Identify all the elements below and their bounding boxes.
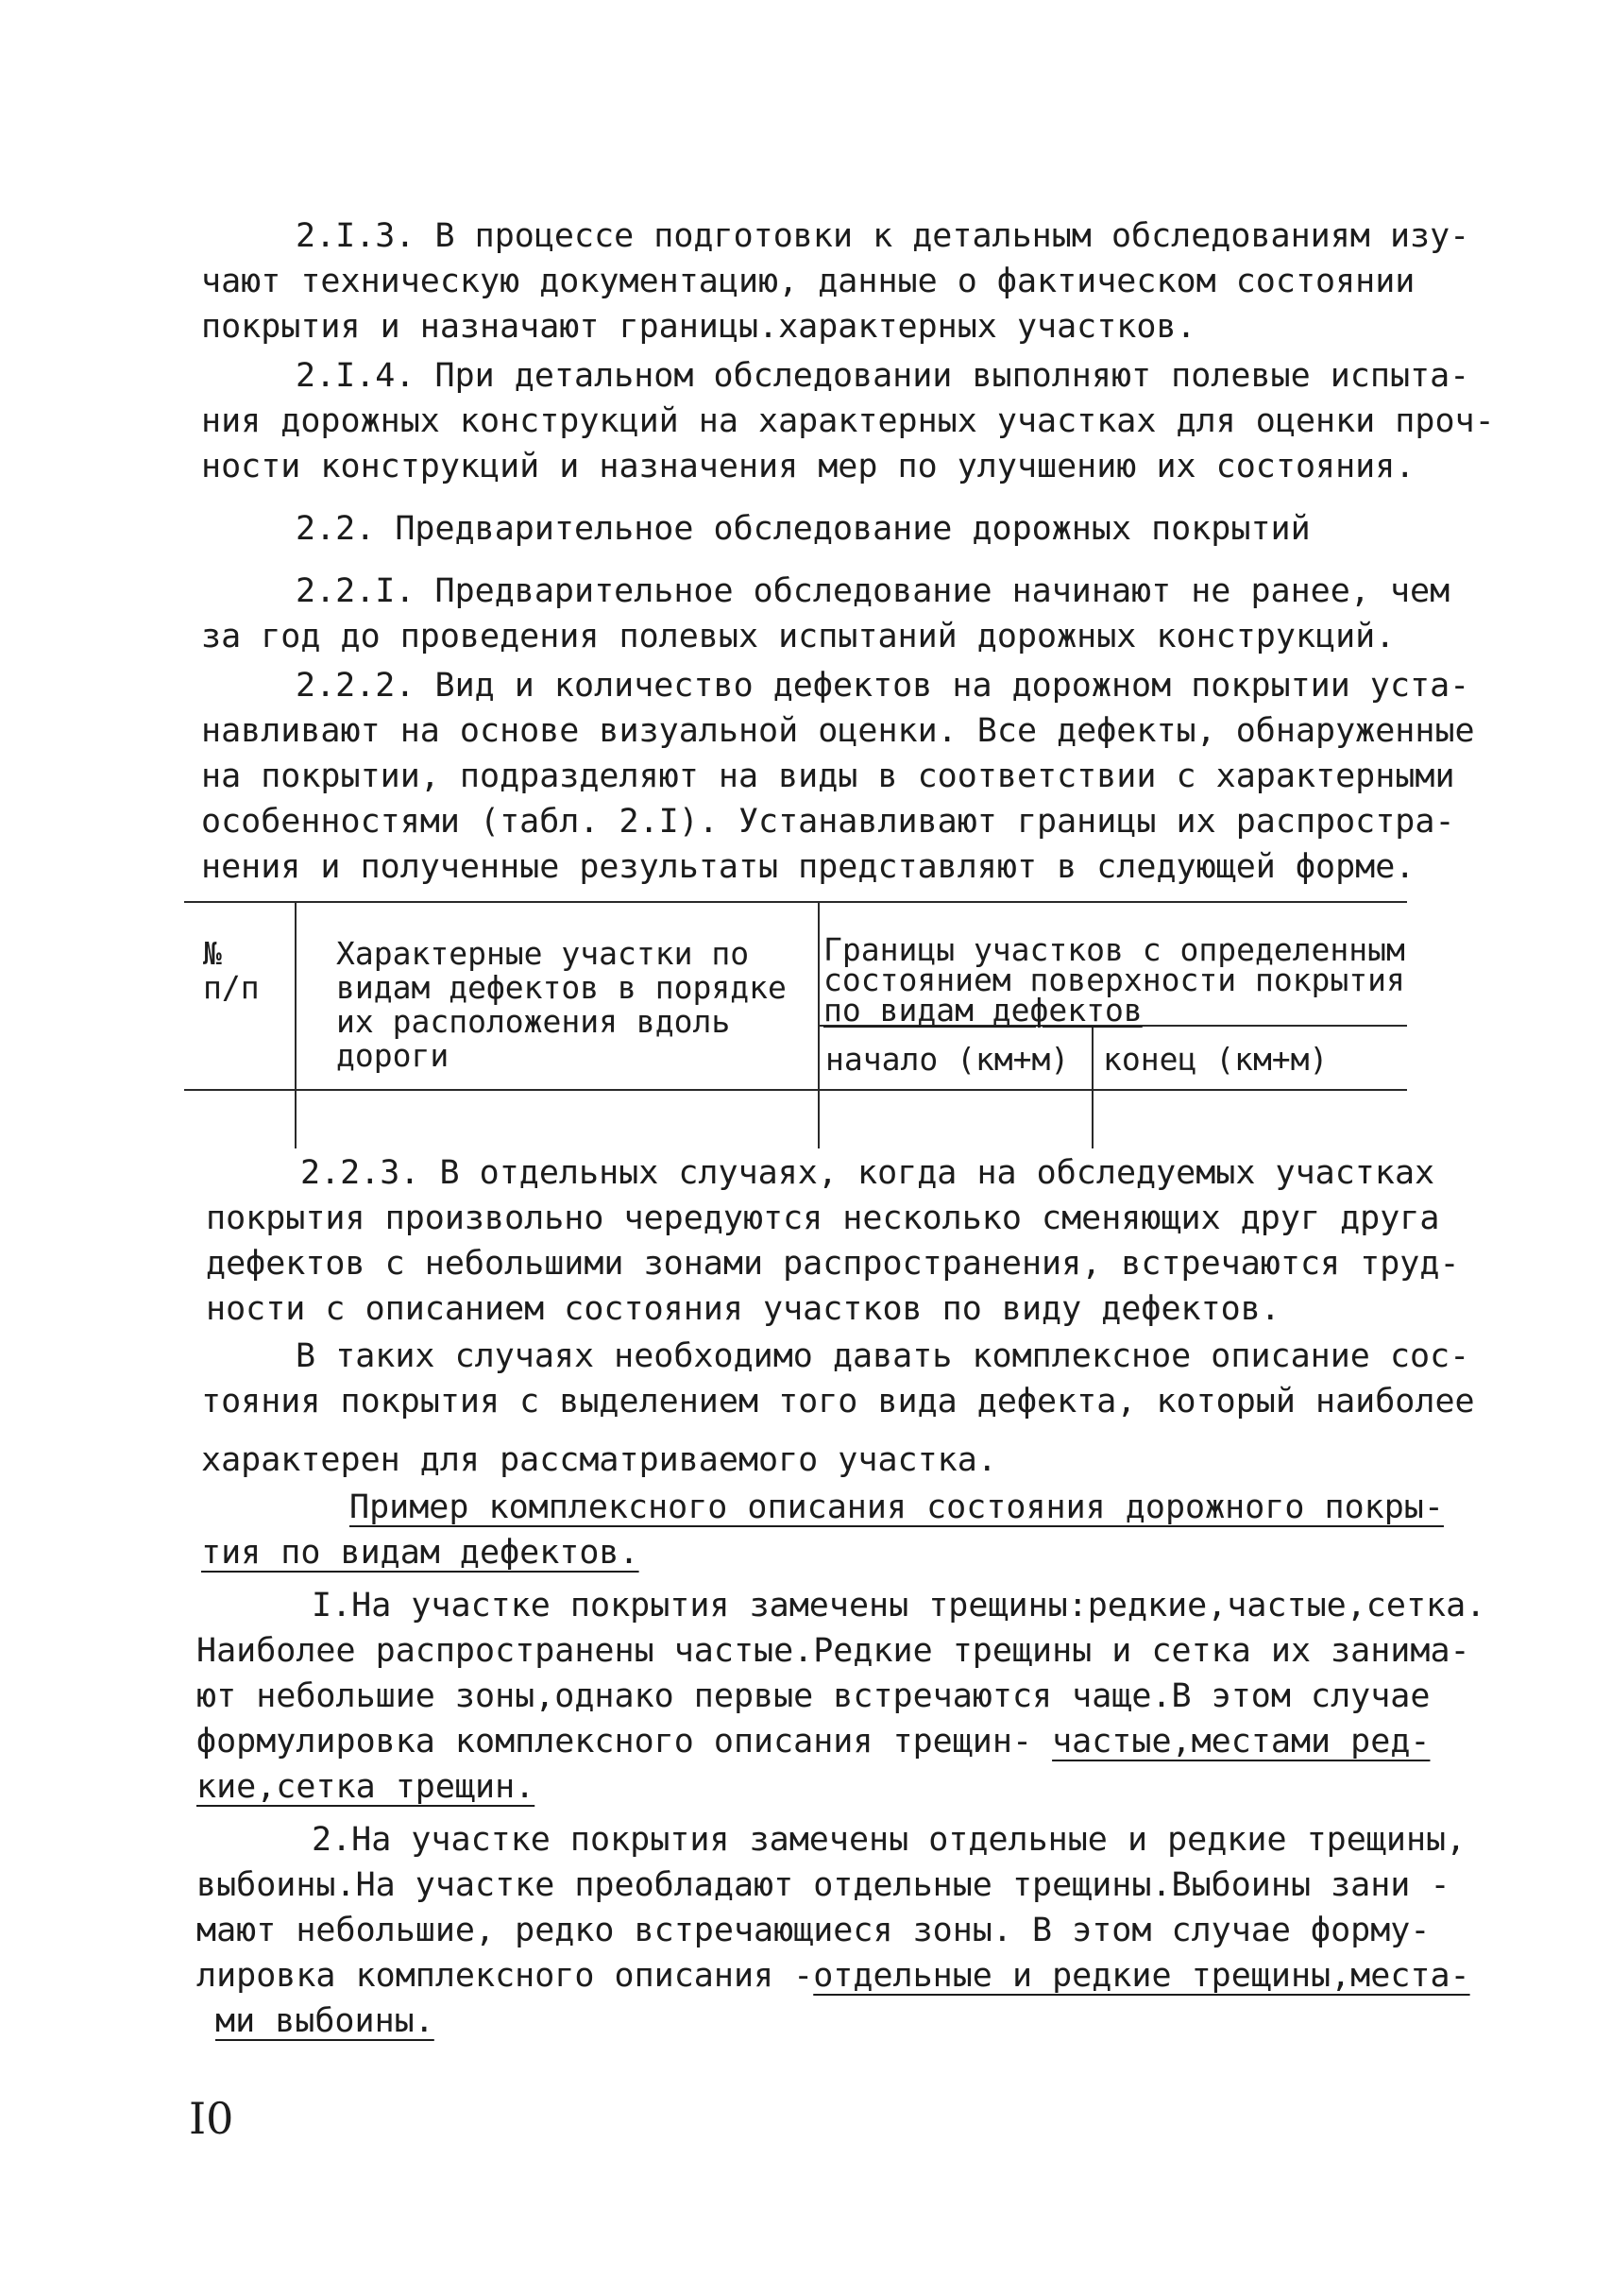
para-2-2-1-line-2: за год до проведения полевых испытаний дорожных конструкций. xyxy=(201,618,1396,655)
example-1-formulation-start: частые,местами ред- xyxy=(1052,1723,1431,1760)
table-header-sections-line-3: их расположения вдоль xyxy=(336,1003,731,1040)
example-1-line-1: I.На участке покрытия замечены трещины:редкие,частые,сетка. xyxy=(312,1587,1486,1624)
example-1-line-3: ют небольшие зоны,однако первые встречаются чаще.В этом случае xyxy=(196,1677,1431,1715)
example-2-line-1: 2.На участке покрытия замечены отдельные и редкие трещины, xyxy=(312,1821,1467,1859)
para-2-2-3-line-2: покрытия произвольно чередуются несколько сменяющих друг друга xyxy=(206,1199,1440,1237)
table-header-end: конец (км+м) xyxy=(1103,1041,1329,1078)
para-2-2-3-line-1: 2.2.3. В отдельных случаях, когда на обследуемых участках xyxy=(300,1154,1435,1192)
example-1-line-4 xyxy=(196,1721,1430,1762)
para-2-2-3-line-3: дефектов с небольшими зонами распространения, встречаются труд- xyxy=(206,1245,1460,1283)
table-header-number-line-2: п/п xyxy=(203,969,260,1006)
example-2-formulation-start: отдельные и редкие трещины,места- xyxy=(813,1957,1470,1995)
table-col-divider-1 xyxy=(295,901,297,1148)
para-2-1-3-line-2: чают техническую документацию, данные о фактическом состоянии xyxy=(201,263,1416,300)
table-col-divider-2 xyxy=(818,901,820,1148)
page-number: I0 xyxy=(189,2093,234,2144)
para-complex-line-2: тояния покрытия с выделением того вида дефекта, который наиболее xyxy=(201,1383,1475,1420)
table-header-sections-line-2: видам дефектов в порядке xyxy=(336,969,787,1006)
example-1-line-4-text: формулировка комплексного описания трещин- xyxy=(196,1723,1053,1760)
para-2-1-4-line-1: 2.I.4. При детальном обследовании выполняют полевые испыта- xyxy=(296,357,1470,395)
example-2-line-4-text: лировка комплексного описания - xyxy=(196,1957,814,1995)
example-1-formulation-end: кие,сетка трещин. xyxy=(196,1768,535,1806)
example-2-line-3: мают небольшие, редко встречающиеся зоны. В этом случае форму- xyxy=(196,1912,1431,1949)
para-2-1-4-line-2: ния дорожных конструкций на характерных участках для оценки проч- xyxy=(201,402,1495,440)
table-header-sections-line-4: дороги xyxy=(336,1037,449,1074)
para-2-1-3-line-1: 2.I.3. В процессе подготовки к детальным обследованиям изу- xyxy=(296,217,1470,255)
table-header-bottom-rule xyxy=(184,1089,1407,1091)
table-header-sections-line-1: Характерные участки по xyxy=(336,935,750,972)
para-2-1-4-line-3: ности конструкций и назначения мер по улучшению их состояния. xyxy=(201,448,1416,485)
table-header-boundaries-line-1: Границы участков с определенным xyxy=(823,931,1405,968)
para-complex-line-1: В таких случаях необходимо давать комплексное описание сос- xyxy=(296,1337,1470,1375)
para-2-1-3-line-3: покрытия и назначают границы.характерных участков. xyxy=(201,308,1196,346)
table-header-start: начало (км+м) xyxy=(825,1041,1070,1078)
table-top-rule xyxy=(184,901,1407,903)
table-header-boundaries-line-2: состоянием поверхности покрытия xyxy=(823,961,1405,998)
para-complex-line-3: характерен для рассматриваемого участка. xyxy=(201,1441,997,1479)
example-2-line-2: выбоины.На участке преобладают отдельные трещины.Выбоины зани - xyxy=(196,1866,1450,1904)
table-header-number-line-1: № xyxy=(203,935,222,972)
example-2-formulation-end: ми выбоины. xyxy=(215,2002,434,2040)
para-2-2-2-line-5: нения и полученные результаты представляют в следующей форме. xyxy=(201,848,1416,886)
section-heading-2-2: 2.2. Предварительное обследование дорожных покрытий xyxy=(296,510,1311,548)
example-heading-line-1: Пример комплексного описания состояния дорожного покры- xyxy=(349,1488,1444,1526)
example-heading-line-2: тия по видам дефектов. xyxy=(201,1534,639,1572)
para-2-2-2-line-1: 2.2.2. Вид и количество дефектов на дорожном покрытии уста- xyxy=(296,667,1470,705)
table-col-divider-3 xyxy=(1092,1025,1094,1148)
para-2-2-2-line-3: на покрытии, подразделяют на виды в соответствии с характерными xyxy=(201,757,1455,795)
example-1-line-2: Наиболее распространены частые.Редкие трещины и сетка их занима- xyxy=(196,1632,1470,1670)
example-2-line-4 xyxy=(196,1955,1470,1997)
table-header-boundaries-line-3: по видам дефектов xyxy=(823,992,1143,1029)
para-2-2-1-line-1: 2.2.I. Предварительное обследование начинают не ранее, чем xyxy=(296,572,1450,610)
para-2-2-2-line-2: навливают на основе визуальной оценки. Все дефекты, обнаруженные xyxy=(201,712,1475,750)
para-2-2-3-line-4: ности с описанием состояния участков по виду дефектов. xyxy=(206,1290,1280,1328)
para-2-2-2-line-4: особенностями (табл. 2.I). Устанавливают границы их распростра- xyxy=(201,803,1455,841)
